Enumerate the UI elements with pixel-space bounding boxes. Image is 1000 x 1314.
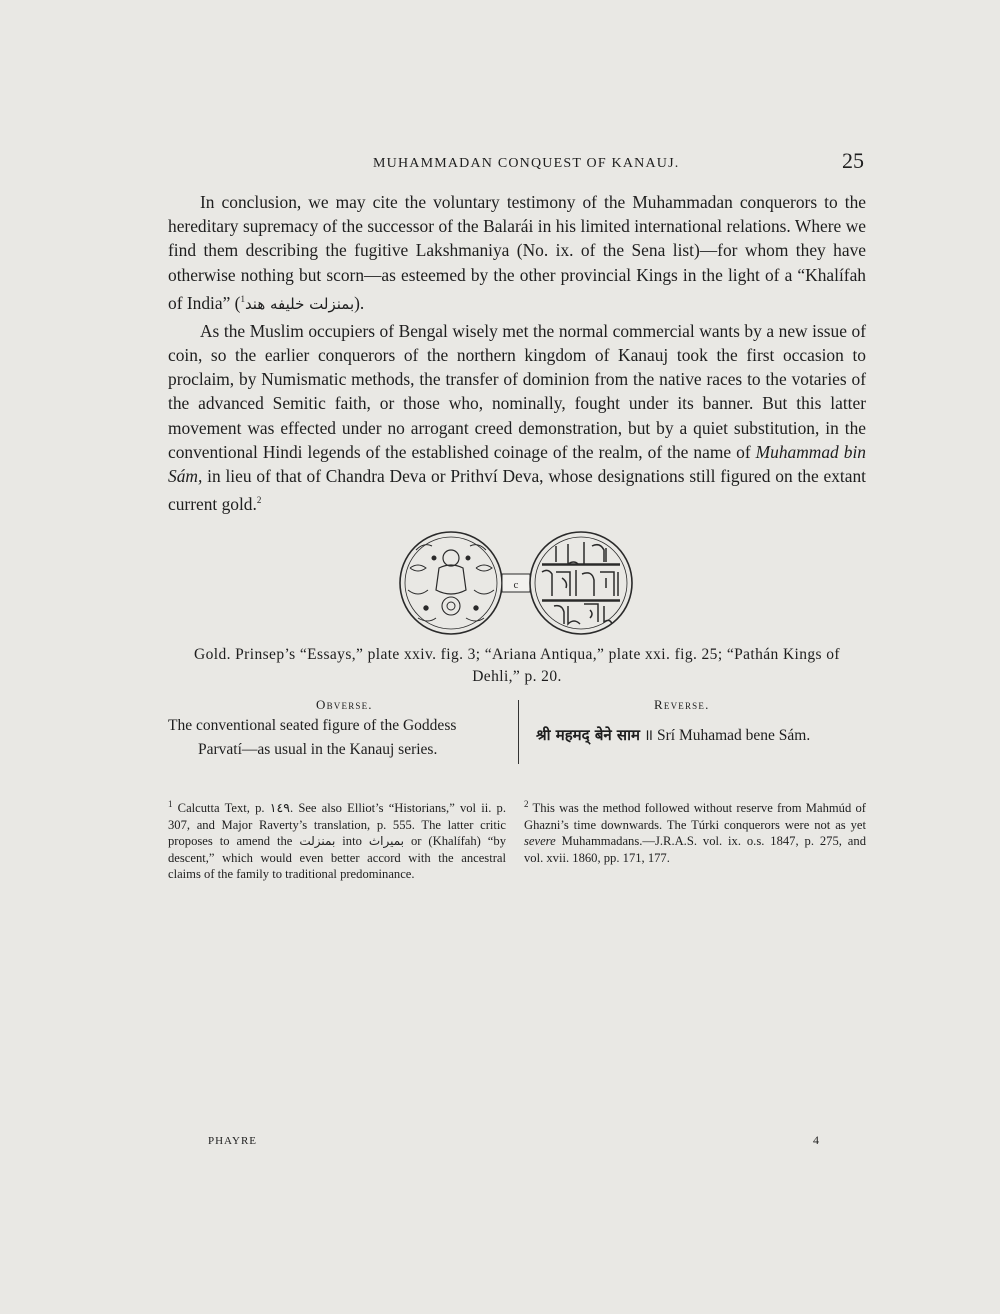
arabic-quote: بمنزلت خليفه هند: [244, 294, 355, 313]
obverse-line-1: The conventional seated figure of the Goddess: [168, 717, 457, 734]
obverse-description: [168, 714, 508, 762]
footnote-ref-1: 1: [240, 293, 245, 304]
printer-signature: PHAYRE: [208, 1135, 257, 1147]
reverse-coin-drawing: [530, 532, 632, 634]
paragraph-1: [168, 190, 866, 316]
footnote-2: [524, 796, 866, 866]
footnote-2-italic: severe: [524, 834, 556, 849]
paragraph-2-text-end: in lieu of that of Chandra Deva or Prithví Deva, whose designations still figured on the extant current gold.: [168, 466, 866, 515]
footnote-1-text-b: into: [335, 834, 369, 849]
paragraph-2: [168, 319, 866, 516]
footnote-2-mark: 2: [524, 799, 529, 809]
devanagari-legend: श्री महमद् बेने साम: [536, 726, 640, 744]
reverse-heading: Reverse.: [654, 697, 710, 712]
link-letter: c: [513, 579, 519, 591]
footnote-2-text-b: Muhammadans.—J.R.A.S. vol. ix. o.s. 1847, p. 275, and vol. xvii. 1860, pp. 171, 177.: [524, 834, 866, 865]
footnote-1-text: Calcutta Text, p. ١٤٩. See also Elliot’s “Historians,” vol ii. p. 307, and Major Raverty’s translation, p. 555. The latter critic proposes to amend the: [168, 801, 506, 849]
footnote-ref-2: 2: [256, 495, 262, 506]
page-number: 25: [842, 148, 864, 173]
coin-illustration: [396, 528, 636, 638]
footnote-1: [168, 796, 506, 883]
figure-caption: Gold. Prinsep’s “Essays,” plate xxiv. fig. 3; “Ariana Antiqua,” plate xxi. fig. 25; “Pathán Kings of Dehli,” p. 20.: [194, 646, 840, 685]
coin-connector: [502, 574, 530, 592]
obverse-line-2: Parvatí—as usual in the Kanauj series.: [198, 741, 438, 758]
footnote-2-text: This was the method followed without reserve from Mahmúd of Ghazni’s time downwards. The Túrki conquerors were not as yet: [524, 801, 866, 832]
footnote-1-mark: 1: [168, 799, 173, 809]
running-title: MUHAMMADAN CONQUEST OF KANAUJ.: [373, 156, 680, 171]
legend-separator: ॥: [643, 727, 654, 744]
footnote-1-arabic-a: بمنزلت: [299, 834, 336, 849]
obverse-coin-drawing: [400, 532, 502, 634]
italic-name: Muhammad bin Sám,: [168, 441, 866, 487]
reverse-description: [536, 723, 866, 745]
footnote-1-text-c: or (Khalífah) “by descent,” which would even better accord with the ancestral claims of the family to traditional predominance.: [168, 834, 506, 882]
body-text: [168, 190, 866, 516]
legend-transliteration: Srí Muhamad bene Sám.: [656, 727, 811, 744]
paragraph-1-text: In conclusion, we may cite the voluntary testimony of the Muhammadan conquerors to the hereditary supremacy of the successor of the Balarái in his limited international relations. Where we find them describing the fugitive Lakshmaniya (No. ix. of the Sena list)—for whom they have otherwise nothing but scorn—as esteemed by the other provincial Kings in the light of a “Khalífah of India” (: [168, 192, 866, 313]
paragraph-2-text: As the Muslim occupiers of Bengal wisely met the normal commercial wants by a new issue of coin, so the earlier conquerors of the northern kingdom of Kanauj took the first occasion to proclaim, by Numismatic methods, the transfer of dominion from the native races to the votaries of the advanced Semitic faith, or those who, nominally, fought under its banner. But this latter movement was effected under no arrogant creed demonstration, but by a quiet substitution, in the conventional Hindi legends of the established coinage of the realm, of the name of: [168, 320, 866, 462]
obverse-heading: Obverse.: [316, 697, 373, 712]
running-head: [168, 150, 866, 178]
column-divider: [518, 700, 519, 764]
footnote-1-arabic-b: بميراث: [368, 834, 404, 849]
sheet-number: 4: [813, 1133, 819, 1147]
paragraph-1-end: ).: [354, 292, 365, 313]
